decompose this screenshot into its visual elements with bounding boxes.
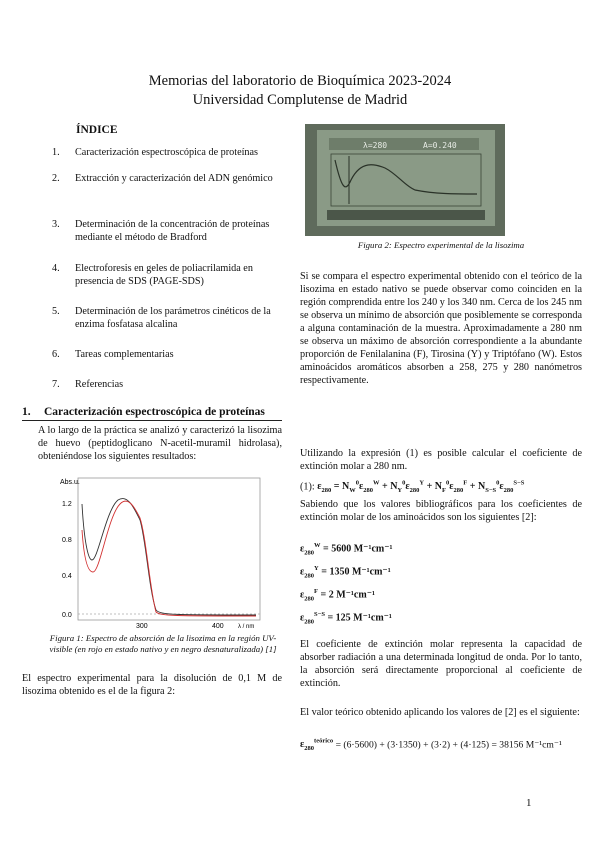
coef-symbol: Y xyxy=(314,565,319,572)
document-header xyxy=(0,72,600,110)
toc-item[interactable] xyxy=(52,218,282,262)
theoretical-value-equation: $\varepsilon_{280}^{teórico} = (6\cdot 5600) + (3\cdot 1350) + (3\cdot 2) + (4\cdot 125) = 38156$ M⁻¹cm⁻¹ xyxy=(300,738,562,753)
figure-1-spectrum xyxy=(56,470,266,630)
screen-text: λ=280 xyxy=(363,141,388,150)
toc-num: 2. xyxy=(52,173,60,184)
section-title: Caracterización espectroscópica de proteínas xyxy=(44,406,265,418)
header-line-1: Memorias del laboratorio de Bioquímica 2023-2024 xyxy=(148,73,452,89)
toc-text: Referencias xyxy=(75,379,124,390)
paragraph: El valor teórico obtenido aplicando los valores de [2] es el siguiente: xyxy=(300,707,580,718)
toc-num: 5. xyxy=(52,306,60,317)
screen-footer-bar xyxy=(327,210,485,220)
coef-units: M⁻¹cm⁻¹ xyxy=(351,566,391,578)
denatured-spectrum-line xyxy=(82,499,256,615)
coef-units: M⁻¹cm⁻¹ xyxy=(353,543,393,555)
coef-symbol: F xyxy=(314,588,319,595)
toc-text: Tareas complementarias xyxy=(75,349,174,360)
toc-num: 4. xyxy=(52,263,60,274)
y-tick-label: 0.8 xyxy=(62,537,72,544)
section-heading xyxy=(22,406,282,421)
toc-text: Determinación de la concentración de proteínas mediante el método de Bradford xyxy=(75,219,270,243)
coefficient-item: $\varepsilon_{280}^{S-S} = 125$ M⁻¹cm⁻¹ xyxy=(300,611,392,626)
header-line-2: Universidad Complutense de Madrid xyxy=(192,92,408,108)
toc-item[interactable] xyxy=(52,146,282,172)
coef-symbol: W xyxy=(314,542,321,549)
coef-value: 1350 xyxy=(329,566,350,578)
y-axis-label: Abs.u. xyxy=(60,479,80,486)
coef-symbol: S−S xyxy=(314,611,325,618)
equation-expression: $\varepsilon_{280} = N_W^0\varepsilon_{280}^W + N_Y^0\varepsilon_{280}^Y + N_F^0\varepsilon_{280}^F + N_{S-S}^0\varepsilon_{280}^{S-S}$ xyxy=(317,480,525,495)
paragraph: Sabiendo que los valores bibliográficos para los coeficientes de extinción molar de los aminoácidos son los siguientes [2]: xyxy=(300,499,582,523)
figure-2-photo xyxy=(305,124,505,236)
coefficient-list xyxy=(300,540,393,632)
page-number: 1 xyxy=(526,797,532,809)
equation-label: (1): xyxy=(300,481,315,493)
x-tick-label: 400 xyxy=(212,623,224,630)
coef-units: M⁻¹cm⁻¹ xyxy=(353,612,392,624)
section-number: 1. xyxy=(22,406,31,418)
table-of-contents xyxy=(52,146,282,391)
paragraph: Si se compara el espectro experimental obtenido con el teórico de la lisozima en estado nativo se puede observar como coinciden en la región comprendida entre los 240 y los 340 nm. Cerca de los 245 nm se observa un mínimo de absorción que posiblemente se corresponda a alguna contaminación de la muestra. Aproximadamente a 280 nm se observa un máximo de absorción correspondiente a la abundante proporción de Fenilalanina (F), Tirosina (Y) y Triptófano (W). Estos aminoácidos aromáticos absorben a 258, 275 y 280 nanómetros respectivamente. xyxy=(300,271,582,386)
paragraph: El espectro experimental para la disolución de 0,1 M de lisozima obtenido es el de la figura 2: xyxy=(22,673,282,697)
toc-num: 1. xyxy=(52,147,60,158)
paragraph: El coeficiente de extinción molar representa la capacidad de absorber radiación a una determinada longitud de onda. Por lo tanto, la absorción será directamente proporcional al coeficiente de extinción. xyxy=(300,639,582,689)
theoretical-expression: = (6·5600) + (3·1350) + (3·2) + (4·125) = 38156 xyxy=(335,739,524,751)
toc-item[interactable] xyxy=(52,305,282,348)
x-tick-label: 300 xyxy=(136,623,148,630)
coefficient-item: $\varepsilon_{280}^F = 2$ M⁻¹cm⁻¹ xyxy=(300,588,375,603)
plot-frame xyxy=(78,478,260,620)
coefficient-item: $\varepsilon_{280}^W = 5600$ M⁻¹cm⁻¹ xyxy=(300,542,393,557)
equation-1 xyxy=(300,478,590,496)
toc-text: Determinación de los parámetros cinéticos de la enzima fosfatasa alcalina xyxy=(75,306,271,330)
toc-item[interactable] xyxy=(52,262,282,305)
y-tick-label: 0.4 xyxy=(62,573,72,580)
toc-item[interactable] xyxy=(52,172,282,218)
toc-text: Electroforesis en geles de poliacrilamida en presencia de SDS (PAGE-SDS) xyxy=(75,263,253,287)
toc-num: 6. xyxy=(52,349,60,360)
y-tick-label: 1.2 xyxy=(62,501,72,508)
coef-value: 2 xyxy=(328,589,334,601)
x-axis-label: λ / nm xyxy=(238,624,255,630)
y-tick-label: 0.0 xyxy=(62,612,72,619)
coef-value: 125 xyxy=(335,612,351,624)
coef-units: M⁻¹cm⁻¹ xyxy=(336,589,375,601)
paragraph: Utilizando la expresión (1) es posible calcular el coeficiente de extinción molar a 280 nm. xyxy=(300,448,582,472)
toc-num: 3. xyxy=(52,219,60,230)
theoretical-units: M⁻¹cm⁻¹ xyxy=(525,739,562,751)
theoretical-superscript: teórico xyxy=(314,738,334,745)
toc-text: Caracterización espectroscópica de proteínas xyxy=(75,147,258,158)
toc-title: ÍNDICE xyxy=(76,124,118,136)
screen-text: A=0.240 xyxy=(423,141,457,150)
figure-2-caption: Figura 2: Espectro experimental de la lisozima xyxy=(357,240,525,250)
figure-1-caption: Figura 1: Espectro de absorción de la lisozima en la región UV-visible (en rojo en estado nativo y en negro desnaturalizada) [1] xyxy=(49,633,277,654)
toc-item[interactable] xyxy=(52,378,282,391)
coefficient-item: $\varepsilon_{280}^Y = 1350$ M⁻¹cm⁻¹ xyxy=(300,565,391,580)
coef-value: 5600 xyxy=(331,543,352,555)
toc-item[interactable] xyxy=(52,348,282,378)
toc-text: Extracción y caracterización del ADN genómico xyxy=(75,173,273,184)
toc-num: 7. xyxy=(52,379,60,390)
section-intro: A lo largo de la práctica se analizó y caracterizó la lisozima de huevo (peptidoglicano N-acetil-muramil hidrolasa), obteniéndose los siguientes resultados: xyxy=(38,425,282,462)
